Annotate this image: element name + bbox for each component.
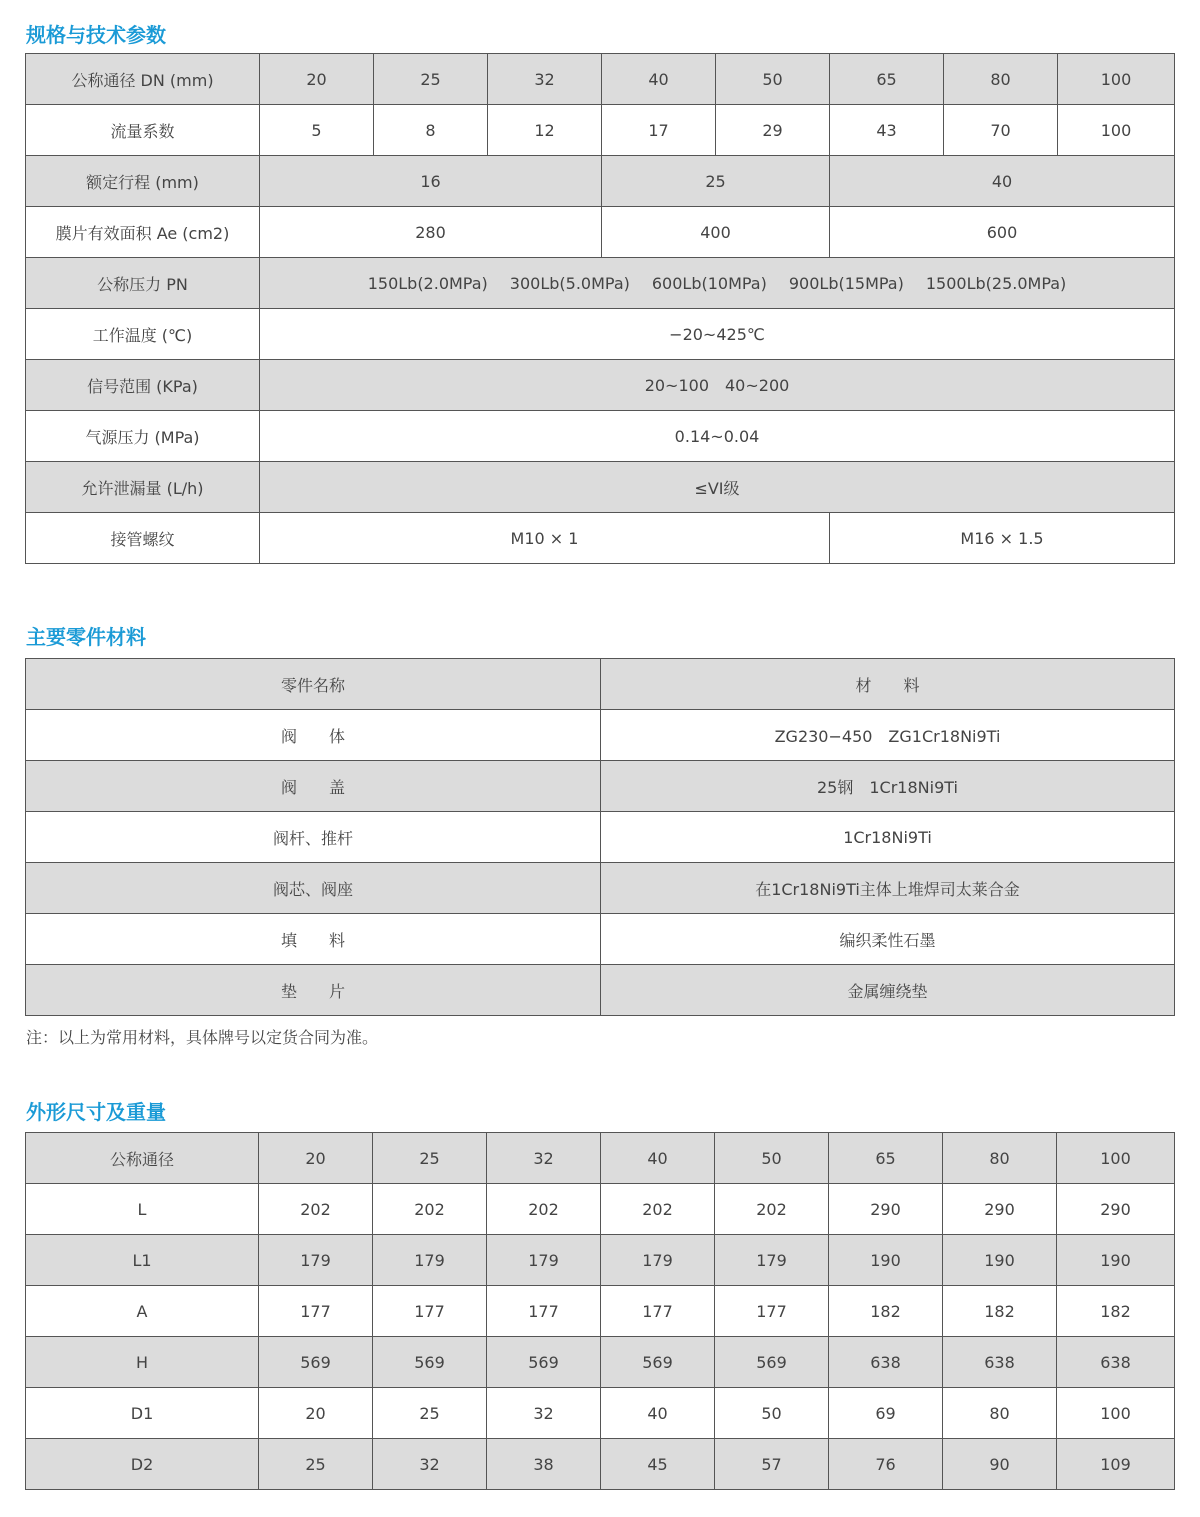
table-row [26, 710, 1175, 761]
row-label-stroke: 额定行程 (mm) [26, 156, 260, 207]
part-name: 阀芯、阀座 [26, 863, 601, 914]
part-material: 1Cr18Ni9Ti [601, 812, 1175, 863]
table-row [26, 1439, 1175, 1490]
pn-value: 150Lb(2.0MPa) [367, 273, 488, 293]
table-cell: 32 [488, 54, 602, 105]
table-cell: 100 [1058, 54, 1175, 105]
table-cell: 50 [716, 54, 830, 105]
table-cell: 25 [374, 54, 488, 105]
table-cell: 80 [943, 1388, 1057, 1439]
part-name: 阀杆、推杆 [26, 812, 601, 863]
pn-value: 600Lb(10MPa) [651, 273, 767, 293]
table-cell: 569 [715, 1337, 829, 1388]
part-material: 金属缠绕垫 [601, 965, 1175, 1016]
table-cell: 179 [259, 1235, 373, 1286]
table-cell: −20~425℃ [260, 309, 1175, 360]
table-row [26, 1235, 1175, 1286]
table-cell: 202 [601, 1184, 715, 1235]
row-label: L [26, 1184, 259, 1235]
table-row [26, 965, 1175, 1016]
table-cell: 400 [602, 207, 830, 258]
table-cell: 50 [715, 1133, 829, 1184]
part-name: 阀 盖 [26, 761, 601, 812]
table-cell: 202 [487, 1184, 601, 1235]
table-cell: 17 [602, 105, 716, 156]
table-cell: 70 [944, 105, 1058, 156]
table-cell: 638 [1057, 1337, 1175, 1388]
table-row [26, 914, 1175, 965]
table-row [26, 513, 1175, 564]
table-cell: 177 [373, 1286, 487, 1337]
table-cell: 20 [260, 54, 374, 105]
table-row [26, 54, 1175, 105]
table-cell: 50 [715, 1388, 829, 1439]
row-label: H [26, 1337, 259, 1388]
row-label: D1 [26, 1388, 259, 1439]
table-cell: 569 [487, 1337, 601, 1388]
table-cell: 80 [943, 1133, 1057, 1184]
part-name: 阀 体 [26, 710, 601, 761]
row-label-dn: 公称通径 DN (mm) [26, 54, 260, 105]
table-cell: 65 [829, 1133, 943, 1184]
table-cell: 12 [488, 105, 602, 156]
table-header-row [26, 659, 1175, 710]
table-cell: 32 [487, 1133, 601, 1184]
row-label-signal: 信号范围 (KPa) [26, 360, 260, 411]
table-row [26, 360, 1175, 411]
row-label: L1 [26, 1235, 259, 1286]
table-cell: 190 [829, 1235, 943, 1286]
table-cell: 25 [259, 1439, 373, 1490]
table-cell: 32 [487, 1388, 601, 1439]
part-material: 25钢 1Cr18Ni9Ti [601, 761, 1175, 812]
part-material: 编织柔性石墨 [601, 914, 1175, 965]
table-row [26, 411, 1175, 462]
table-cell: 638 [943, 1337, 1057, 1388]
table-cell-pn [260, 258, 1175, 309]
table-row [26, 258, 1175, 309]
column-header-part: 零件名称 [26, 659, 601, 710]
table-header-row [26, 1133, 1175, 1184]
table-cell: 569 [373, 1337, 487, 1388]
table-cell: ≤VI级 [260, 462, 1175, 513]
column-header-material: 材 料 [601, 659, 1175, 710]
table-cell: 29 [716, 105, 830, 156]
table-cell: 0.14~0.04 [260, 411, 1175, 462]
row-label-dn: 公称通径 [26, 1133, 259, 1184]
part-name: 垫 片 [26, 965, 601, 1016]
table-cell: 290 [1057, 1184, 1175, 1235]
table-cell: 177 [715, 1286, 829, 1337]
table-cell: 182 [943, 1286, 1057, 1337]
table-cell: 202 [259, 1184, 373, 1235]
table-cell: 202 [373, 1184, 487, 1235]
section-title-materials: 主要零件材料 [26, 625, 146, 649]
table-cell: M16 × 1.5 [830, 513, 1175, 564]
signal-value: 40~200 [725, 375, 790, 395]
table-cell: 40 [601, 1388, 715, 1439]
table-cell: 8 [374, 105, 488, 156]
table-cell: 69 [829, 1388, 943, 1439]
table-cell: 190 [943, 1235, 1057, 1286]
table-row [26, 1286, 1175, 1337]
table-cell: 80 [944, 54, 1058, 105]
table-cell: 179 [487, 1235, 601, 1286]
table-cell: 177 [259, 1286, 373, 1337]
table-cell: 100 [1057, 1133, 1175, 1184]
row-label-flow: 流量系数 [26, 105, 260, 156]
table-cell: 177 [601, 1286, 715, 1337]
table-cell: 202 [715, 1184, 829, 1235]
table-cell-signal [260, 360, 1175, 411]
table-cell: 43 [830, 105, 944, 156]
table-cell: 638 [829, 1337, 943, 1388]
table-cell: 179 [601, 1235, 715, 1286]
row-label: A [26, 1286, 259, 1337]
table-row [26, 1337, 1175, 1388]
table-cell: 600 [830, 207, 1175, 258]
table-row [26, 462, 1175, 513]
table-cell: 182 [829, 1286, 943, 1337]
materials-note: 注：以上为常用材料，具体牌号以定货合同为准。 [26, 1028, 379, 1047]
table-cell: 179 [715, 1235, 829, 1286]
table-row [26, 863, 1175, 914]
table-cell: 177 [487, 1286, 601, 1337]
row-label-temp: 工作温度 (℃) [26, 309, 260, 360]
table-row [26, 309, 1175, 360]
table-row [26, 812, 1175, 863]
row-label-thread: 接管螺纹 [26, 513, 260, 564]
table-cell: 40 [602, 54, 716, 105]
table-cell: 100 [1058, 105, 1175, 156]
table-cell: 25 [373, 1133, 487, 1184]
table-cell: 290 [943, 1184, 1057, 1235]
pn-value: 1500Lb(25.0MPa) [925, 273, 1067, 293]
table-cell: 76 [829, 1439, 943, 1490]
specs-table [25, 53, 1175, 564]
row-label: D2 [26, 1439, 259, 1490]
table-cell: 40 [830, 156, 1175, 207]
part-material: ZG230−450 ZG1Cr18Ni9Ti [601, 710, 1175, 761]
section-title-dimensions: 外形尺寸及重量 [26, 1100, 166, 1124]
row-label-pn: 公称压力 PN [26, 258, 260, 309]
signal-value: 20~100 [644, 375, 709, 395]
row-label-leak: 允许泄漏量 (L/h) [26, 462, 260, 513]
pn-value: 300Lb(5.0MPa) [509, 273, 630, 293]
table-cell: 179 [373, 1235, 487, 1286]
part-name: 填 料 [26, 914, 601, 965]
table-cell: 20 [259, 1133, 373, 1184]
table-cell: 20 [259, 1388, 373, 1439]
table-cell: 109 [1057, 1439, 1175, 1490]
table-cell: 90 [943, 1439, 1057, 1490]
table-cell: 32 [373, 1439, 487, 1490]
section-title-specs: 规格与技术参数 [26, 23, 166, 47]
table-cell: 65 [830, 54, 944, 105]
table-cell: 290 [829, 1184, 943, 1235]
table-cell: 40 [601, 1133, 715, 1184]
table-row [26, 156, 1175, 207]
materials-table [25, 658, 1175, 1016]
table-cell: M10 × 1 [260, 513, 830, 564]
table-cell: 16 [260, 156, 602, 207]
part-material: 在1Cr18Ni9Ti主体上堆焊司太莱合金 [601, 863, 1175, 914]
table-row [26, 1184, 1175, 1235]
table-cell: 280 [260, 207, 602, 258]
table-row [26, 207, 1175, 258]
table-cell: 45 [601, 1439, 715, 1490]
table-row [26, 1388, 1175, 1439]
table-cell: 25 [602, 156, 830, 207]
table-cell: 38 [487, 1439, 601, 1490]
table-row [26, 761, 1175, 812]
table-cell: 190 [1057, 1235, 1175, 1286]
table-cell: 569 [259, 1337, 373, 1388]
table-row [26, 105, 1175, 156]
row-label-area: 膜片有效面积 Ae (cm2) [26, 207, 260, 258]
pn-value: 900Lb(15MPa) [788, 273, 904, 293]
table-cell: 25 [373, 1388, 487, 1439]
table-cell: 100 [1057, 1388, 1175, 1439]
table-cell: 569 [601, 1337, 715, 1388]
row-label-air: 气源压力 (MPa) [26, 411, 260, 462]
table-cell: 57 [715, 1439, 829, 1490]
dimensions-table [25, 1132, 1175, 1490]
table-cell: 5 [260, 105, 374, 156]
table-cell: 182 [1057, 1286, 1175, 1337]
